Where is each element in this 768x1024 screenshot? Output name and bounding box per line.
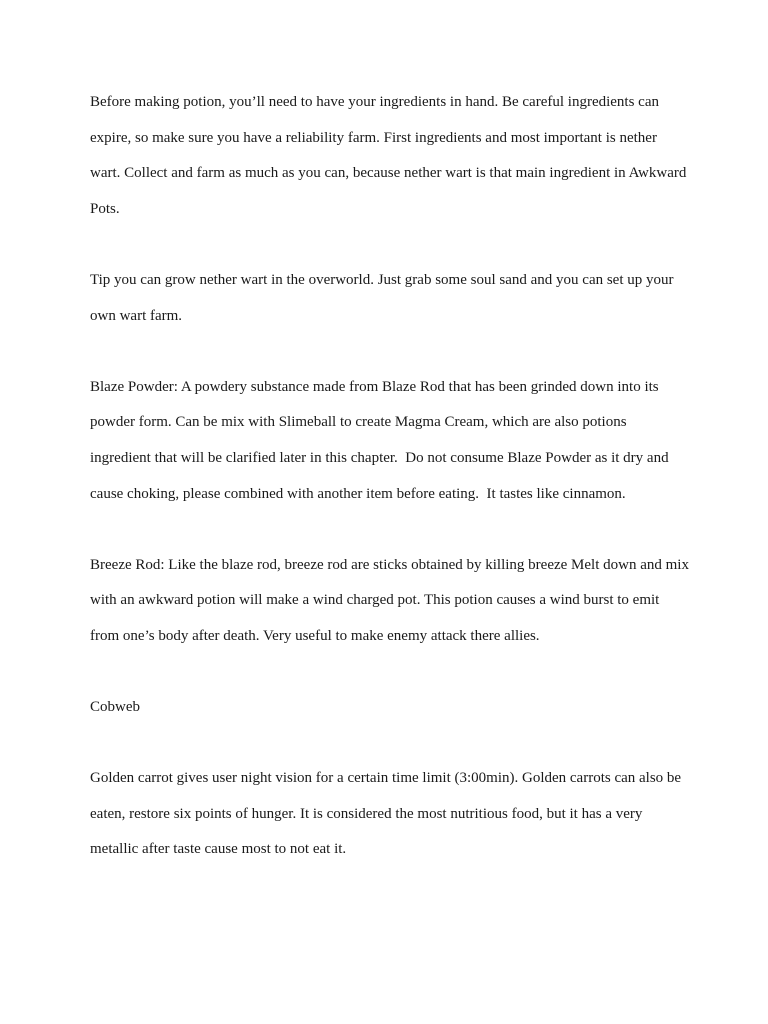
paragraph-blaze-powder: Blaze Powder: A powdery substance made from Blaze Rod that has been grinded down into its powder form. Can be mix with Slimeball to create Magma Cream, which are also potions ingredient that will be clarified later in this chapter. Do not consume Blaze Powder as it dry and cause choking, please combined with another item before eating. It tastes like cinnamon. bbox=[90, 378, 673, 502]
document-body bbox=[90, 85, 693, 904]
paragraph-breeze-rod: Breeze Rod: Like the blaze rod, breeze rod are sticks obtained by killing breeze Melt down and mix with an awkward potion will make a wind charged pot. This potion causes a wind burst to emit from one’s body after death. Very useful to make enemy attack there allies. bbox=[90, 556, 693, 644]
paragraph-nether-wart-tip: Tip you can grow nether wart in the overworld. Just grab some soul sand and you can set up your own wart farm. bbox=[90, 271, 678, 324]
paragraph-cobweb: Cobweb bbox=[90, 699, 140, 716]
paragraph-golden-carrot: Golden carrot gives user night vision for a certain time limit (3:00min). Golden carrots can also be eaten, restore six points of hunger. It is considered the most nutritious food, but it has a very metallic after taste cause most to not eat it. bbox=[90, 770, 685, 858]
paragraph-ingredients-intro: Before making potion, you’ll need to have your ingredients in hand. Be careful ingredients can expire, so make sure you have a reliability farm. First ingredients and most important is nether wart. Collect and farm as much as you can, because nether wart is that main ingredient in Awkward Pots. bbox=[90, 94, 691, 217]
